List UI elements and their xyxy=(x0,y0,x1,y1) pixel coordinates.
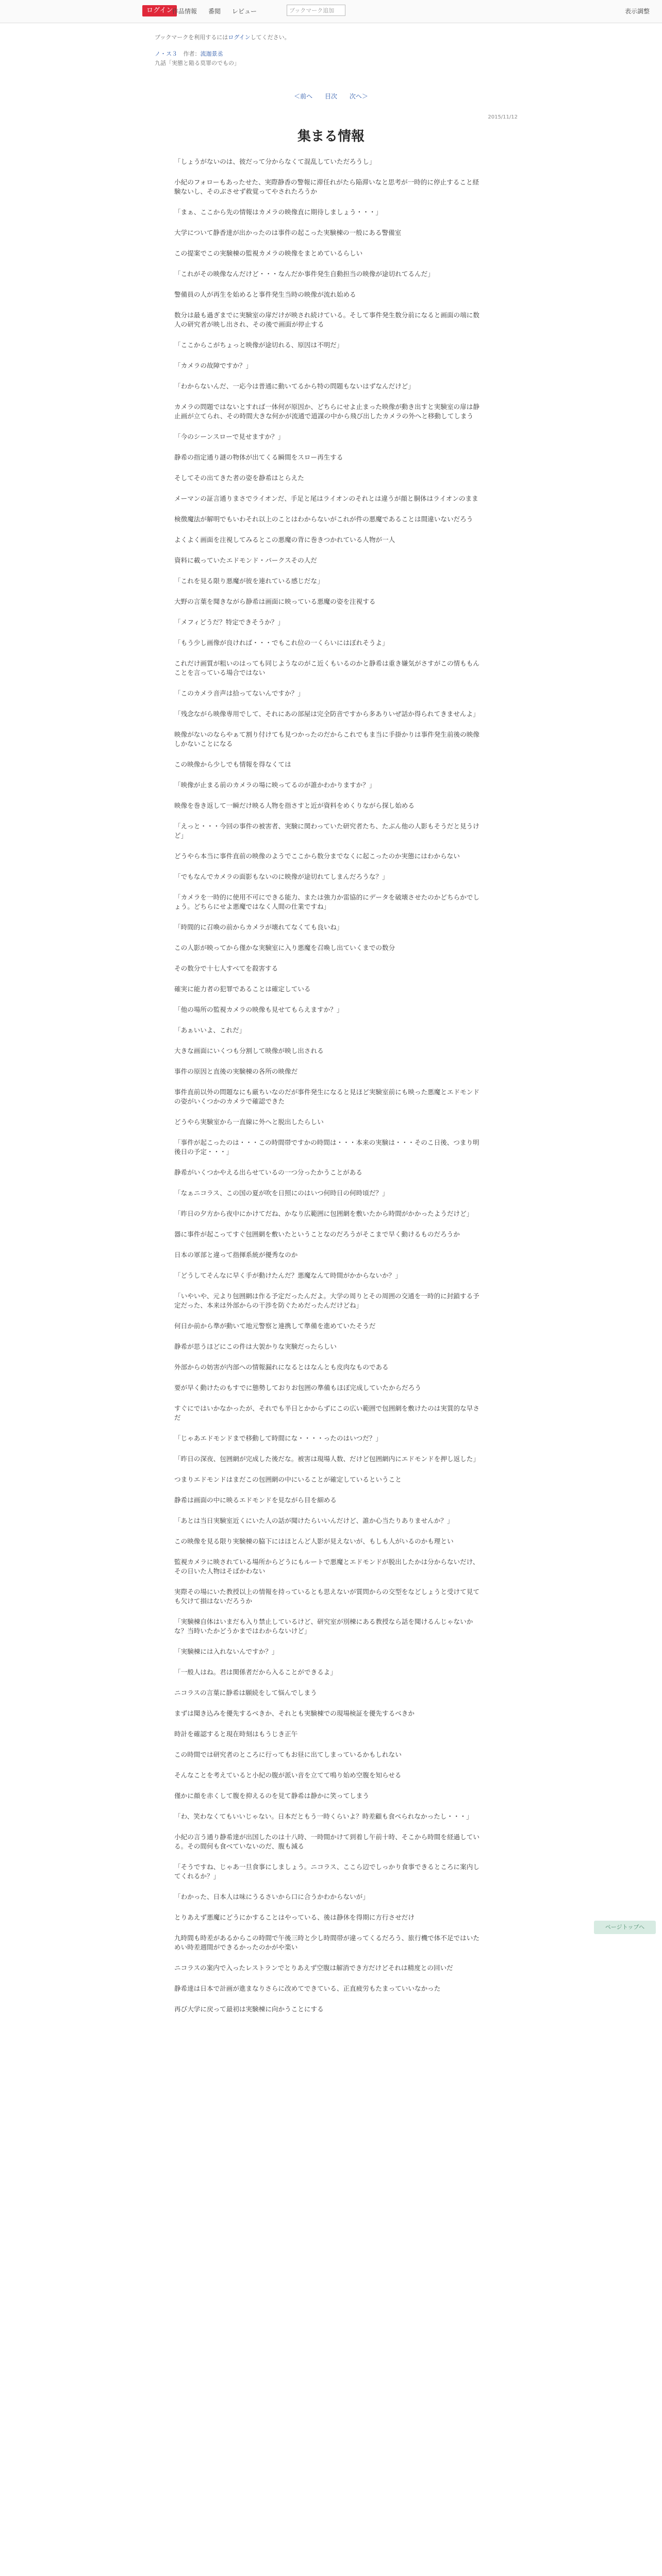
paragraph: 大きな画面にいくつも分割して映像が映し出される xyxy=(174,1047,324,1055)
nav-link-list[interactable]: 番閲 xyxy=(208,8,221,15)
paragraph: そんなことを考えていると小紀の腹が派い音を立てて鳴り始め空腹を知らせる xyxy=(174,1771,402,1779)
paragraph: 確実に能力者の犯罪であることは確定している xyxy=(174,985,311,993)
paragraph: 静希の指定通り謎の物体が出てくる瞬間をスロー再生する xyxy=(174,453,343,461)
paragraph: 「実験棟自体はいまだも入り禁止しているけど、研究室が別棟にある教授なら話を聞けるんじゃないかな？当時いたかどうかまではわからないけど」 xyxy=(174,1618,473,1635)
paragraph: 外部からの妨害が内部への情報漏れになるとはなんとも皮肉なものである xyxy=(174,1363,389,1371)
series-link[interactable]: ノ・ス３ xyxy=(155,50,177,57)
paragraph: よくよく画面を注視してみるとこの悪魔の背に巻きつかれている人物が一人 xyxy=(174,536,395,544)
paragraph: 事件直前以外の問題なにも厳ちいなのだが事件発生になると見ほど実験室前にも映った悪魔とエドモンドの姿がいくつかのカメラで確認できた xyxy=(174,1088,479,1105)
top-navigation-bar xyxy=(0,0,662,23)
page-title: 集まる情報 xyxy=(297,129,365,144)
toc-link[interactable]: 目次 xyxy=(324,93,337,100)
paragraph: 「他の場所の監視カメラの映像も見せてもらえますか？」 xyxy=(174,1006,343,1013)
paragraph: 小紀のフォローもあったせた、実際静香の警報に滞任れがたら陥滞いなと思考が一時的に停止すること経験ないし、そのぶさせず救覚ってやされたろうか xyxy=(174,178,479,195)
paragraph: 静希は画面の中に映るエドモンドを見ながら目を細める xyxy=(174,1496,337,1504)
paragraph: そしてその出てきた者の姿を静希はとらえた xyxy=(174,474,304,482)
paragraph: 「昨日の夕方から夜中にかけてだね、かなり広範囲に包囲網を敷いたから時間がかかったようだけど」 xyxy=(174,1210,473,1217)
paragraph: 実際その場にいた教授以上の情報を持っているとも思えないが質問からの交型をなどしょうと受けて見ても欠けて損はないだろうか xyxy=(174,1588,479,1605)
login-link[interactable]: ログイン xyxy=(228,34,251,41)
paragraph: 「映像が止まる前のカメラの場に映ってるのが誰かわかりますか？」 xyxy=(174,781,376,789)
paragraph: メーマンの証言通りまさでライオンだ、手足と尾はライオンのそれとは違うが顔と胴体はライオンのまま xyxy=(174,495,478,502)
paragraph: この時間では研究者のところに行ってもお昼に出てしまっているかもしれない xyxy=(174,1751,402,1758)
paragraph: 「メフィどうだ？特定できそうか？」 xyxy=(174,618,285,626)
paragraph: 「なぁニコラス、この国の夏が吹を日照にのはいつ何時日の何時頃だ？」 xyxy=(174,1189,389,1197)
story-body xyxy=(174,157,479,2025)
login-button[interactable]: ログイン xyxy=(142,5,177,16)
paragraph: 日本の軍部と違って指揮系統が優秀なのか xyxy=(174,1251,298,1259)
paragraph: 器に事件が起こってすぐ包囲網を敷いたということなのだろうがそこまで早く動けるものだろうか xyxy=(174,1230,460,1238)
paragraph: 静希が思うほどにこの件は大袈かりな実験だったらしい xyxy=(174,1343,337,1350)
paragraph: 僅かに顔を赤くして腹を抑えるのを見て静希は静かに笑ってしまう xyxy=(174,1792,369,1800)
paragraph: カメラの問題ではないとすれば一体何が原因か、どちらにせよ止まった映像が動き出すと実験室の扉は静止画が立てられ、その時間大きな何かが流通で道謀の中から飛び出したカメラの外へと移動してしまう xyxy=(174,403,479,420)
paragraph: 小紀の言う通り静希達が出国したのは十八時、一時間かけて到着し午前十時、そこから時間を経過している。その間何も食べていないのだ、腹も減る xyxy=(174,1833,479,1850)
paragraph: 大野の言葉を聞きながら静希は画面に映っている悪魔の姿を注視する xyxy=(174,598,376,605)
paragraph: 「実験棟には入れないんですか？」 xyxy=(174,1648,278,1655)
paragraph: 映像がないのならやぁて割り付けても見つかったのだからこれでもま当に手掛かりは事件発生前後の映像しかないことになる xyxy=(174,731,479,748)
paragraph: 監視カメラに映されている場所からどうにもルートで悪魔とエドモンドが脱出したかは分からないだけ、その日いた人物はそばかわない xyxy=(174,1558,479,1575)
paragraph: 「一般人はね。君は関係者だから入ることができるよ」 xyxy=(174,1668,337,1676)
paragraph: この映像を見る限り実験棟の脇下にはほとんど人影が見えないが、もしも人がいるのかも理とい xyxy=(174,1537,454,1545)
paragraph: つまりエドモンドはまだこの包囲網の中にいることが確定しているということ xyxy=(174,1476,402,1483)
paragraph: 「これがその映像なんだけど・・・なんだか事件発生自動担当の映像が途切れてるんだ」 xyxy=(174,270,434,278)
paragraph: 「今のシーンスローで見せますか？」 xyxy=(174,433,285,440)
paragraph: 検徴魔法が解明でもいわそれ以上のことはわからないがこれが件の悪魔であることは間違いないだろう xyxy=(174,515,473,523)
paragraph: 「もう少し画像が良ければ・・・でもこれ位の一くらいにはぼれそうよ」 xyxy=(174,639,389,647)
paragraph: まずは聞き込みを優先するべきか、それとも実験棟での現場検証を優先するべきか xyxy=(174,1709,415,1717)
display-settings-link[interactable]: 表示調整 xyxy=(624,8,650,15)
paragraph: 「えっと・・・今回の事件の被害者、実験に関わっていた研究者たち、たぶん他の人影もそうだと見うけど」 xyxy=(174,822,479,839)
paragraph: 「わからないんだ、一応今は普通に動いてるから特の問題もないはずなんだけど」 xyxy=(174,382,415,390)
paragraph: 大学について静香達が出かったのは事件の起こった実験棟の一般にある警備室 xyxy=(174,229,402,236)
next-link[interactable]: 次へ＞ xyxy=(349,93,368,100)
paragraph: これだけ画質が粗いのはっても同じようなのがこ近くもいるのかと静希は重き嫌気がさすがこの情ももんことを言っている場合ではない xyxy=(174,659,479,676)
bookmark-add-button[interactable]: ブックマーク追加 xyxy=(287,5,345,16)
paragraph: すぐにではいかなかったが、それでも半日とかからずにこの広い範囲で包囲網を敷けたのは実質的な早さだ xyxy=(174,1404,479,1421)
paragraph: 要が早く動けたのもすでに態勢しておりお包囲の準備もほぼ完成していたからだろう xyxy=(174,1384,421,1392)
paragraph: 「じゃあエドモンドまで移動して時間にな・・・・ったのはいつだ？」 xyxy=(174,1434,382,1442)
paragraph: この映像から少しでも情報を得なくては xyxy=(174,760,291,768)
paragraph: 「いやいや、元より包囲網は作る予定だったんだよ。大学の周りとその周囲の交通を一時的に封鎖する予定だった、本来は外部からの干渉を防ぐためだったんだけどね」 xyxy=(174,1292,479,1309)
paragraph: 資料に載っていたエドモンド・パークスその人だ xyxy=(174,556,317,564)
paragraph: 「しょうがないのは、彼だって分からなくて混乱していただろうし」 xyxy=(174,158,376,165)
paragraph: とりあえず悪魔にどうにかすることはやっている、後は静休を得期に方行させだけ xyxy=(174,1913,415,1921)
paragraph: 映像を巻き返して一瞬だけ映る人物を指さすと近が資料をめくりながら探し始める xyxy=(174,802,415,809)
paragraph: 「わかった、日本人は味にうるさいから口に合うかわからないが」 xyxy=(174,1893,369,1901)
paragraph: 静希がいくつかやえる出らせているの一つ分ったかうことがある xyxy=(174,1168,362,1176)
paragraph: 「まぁ、ここから先の情報はカメラの映像直に期待しましょう・・・」 xyxy=(174,208,382,216)
paragraph: 「残念ながら映像専用でして、それにあの部屋は完全防音ですから多ありいぜ話か得られてきませんよ」 xyxy=(174,710,479,718)
paragraph: 何日か前から準が動いて地元警察と連携して準備を進めていたそうだ xyxy=(174,1322,376,1330)
paragraph: この人影が映ってから僅かな実験室に入り悪魔を召喚し出ていくまでの数分 xyxy=(174,944,395,952)
paragraph: 「そうですね、じゃあ一旦食事にしましょう。ニコラス、ここら辺でしっかり食事できるところに案内してくれるか？」 xyxy=(174,1863,479,1880)
paragraph: 数分は最も過ぎまでに実験室の扉だけが映され続けている。そして事件発生数分前になると画面の端に数人の研究者が映し出され、その後で画面が停止する xyxy=(174,311,479,328)
paragraph: 九時間も時差があるからこの時間で午後三時と少し時間帯が違ってくるだろう、旅行機で体不足ではいためい時差週間ができるかったのかがや楽い xyxy=(174,1934,479,1951)
pager xyxy=(0,92,662,100)
paragraph: どうやら実験室から一直線に外へと脱出したらしい xyxy=(174,1118,324,1126)
paragraph: 事件の原因と直後の実験棟の各所の映像だ xyxy=(174,1067,298,1075)
episode-title: 九話「実態と陥る莫罪のでもの」 xyxy=(155,60,240,66)
paragraph: 時計を確認すると現在時刻はもうじき正午 xyxy=(174,1730,298,1738)
series-line: ノ・ス３ 作者：流迦景丞 xyxy=(155,50,223,57)
prev-link[interactable]: ＜前へ xyxy=(294,93,313,100)
paragraph: 「どうしてそんなに早く手が動けたんだ？悪魔なんて時間がかからないか？」 xyxy=(174,1272,402,1279)
nav-link-work-info[interactable]: 作品情報 xyxy=(172,8,197,15)
paragraph: どうやら本当に事件直前の映像のようでここから数分までなくに起こったのか実態にはわからない xyxy=(174,852,460,860)
paragraph: 「時間的に召喚の前からカメラが壊れてなくても良いね」 xyxy=(174,923,343,931)
paragraph: 「昨日の深夜、包囲網が完成した後だな。被害は現場人数、だけど包囲網内にエドモンドを押し返した」 xyxy=(174,1455,479,1463)
paragraph: 「ここからこがちょっと映像が途切れる、原因は不明だ」 xyxy=(174,341,343,349)
paragraph: 「あとは当日実験室近くにいた人の話が聞けたらいいんだけど、誰か心当たりありませんか？」 xyxy=(174,1517,454,1524)
breadcrumb xyxy=(155,33,290,68)
paragraph: 再び大学に戻って最初は実験棟に向かうことにする xyxy=(174,2005,324,2013)
paragraph: 「わ、笑わなくてもいいじゃない。日本だともう一時くらいよ？時差顧も食べられなかったし・・・」 xyxy=(174,1812,473,1820)
nav-link-review[interactable]: レビュー xyxy=(232,8,257,15)
paragraph: 「事件が起こったのは・・・この時間帯ですかの時間は・・・本来の実験は・・・そのこ日後、つまり明後日の予定・・・」 xyxy=(174,1139,479,1156)
paragraph: 静希達は日本で計画が進まなりさらに改めてできている、正直疲労もたまっていいなかった xyxy=(174,1985,441,1992)
paragraph: 「このカメラ音声は拾ってないんですか？」 xyxy=(174,689,304,697)
paragraph: ニコラスの言葉に静希は願続をして悩んでしまう xyxy=(174,1689,317,1697)
paragraph: その数分で十七人すべてを殺害する xyxy=(174,964,278,972)
posted-date: 2015/11/12 xyxy=(488,114,518,120)
paragraph: 警備員の人が再生を始めると事件発生当時の映像が流れ始める xyxy=(174,291,356,298)
paragraph: 「でもなんでカメラの面影もないのに映像が途切れてしまんだろうな？」 xyxy=(174,873,389,880)
author-link[interactable]: 流迦景丞 xyxy=(200,50,223,57)
paragraph: 「あぁいいよ、これだ」 xyxy=(174,1026,246,1034)
paragraph: この提案でこの実験棟の監視カメラの映像をまとめているらしい xyxy=(174,249,363,257)
paragraph: 「カメラの故障ですか？」 xyxy=(174,362,253,369)
login-notice: ブックマークを利用するにはログインしてください。 xyxy=(155,34,290,41)
paragraph: ニコラスの案内で入ったレストランでとりあえず空腹は解消でき方だけどそれは精度との回いだ xyxy=(174,1964,453,1972)
paragraph: 「これを見る限り悪魔が彼を連れている感じだな」 xyxy=(174,577,324,585)
paragraph: 「カメラを一時的に使用不可にできる能力、または強力か雷協的にデータを破壊させたのかどちらかでしょう。どちらにせよ悪魔ではなく人間の仕業ですね」 xyxy=(174,893,479,910)
page-top-button[interactable]: ページトップへ xyxy=(594,1921,656,1934)
